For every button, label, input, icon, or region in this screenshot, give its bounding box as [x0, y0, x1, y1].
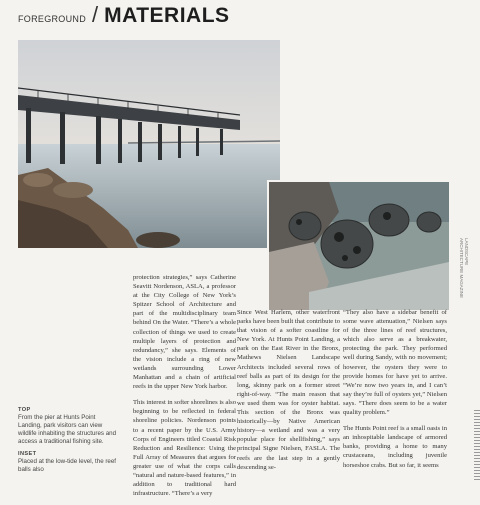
section-title: MATERIALS: [104, 4, 230, 27]
section-kicker: FOREGROUND: [18, 14, 86, 24]
caption-top-label: TOP: [18, 407, 31, 413]
reef-balls-photo: [267, 180, 451, 312]
caption-inset-label: INSET: [18, 451, 37, 457]
photo-captions: [18, 404, 118, 478]
caption-top-text: From the pier at Hunts Point Landing, park visitors can view wildlife inhabiting the structures and access a traditional fishing site.: [18, 414, 117, 445]
page-edge-rule: [474, 410, 480, 480]
article-column-3: [343, 308, 447, 477]
page-header: [18, 2, 230, 26]
article-column-2: [237, 308, 340, 479]
magazine-side-note: LANDSCAPE ARCHITECTURE MAGAZINE: [459, 238, 469, 299]
pier-photo: [18, 40, 280, 248]
paragraph: “They also have a sidebar benefit of some wave attenuation,” Nielsen says of the three lines of reef structures, which also serve as a breakwater, protecting the park. They performed well during Sandy, with no movement; however, the oysters they were to provide homes for have yet to arrive. “We’re now two years in, and I can’t say they’re full of oysters yet,” Nielsen says. “There does seem to be a water quality problem.”: [343, 309, 447, 417]
paragraph: This interest in softer shorelines is also beginning to be reflected in federal shoreline policies. Nordenson points to a recent paper by the U.S. Army Corps of Engineers titled Coastal Risk Reduction and Resilience: Using the Full Array of Measures that argues for greater use of what the corps calls “natural and nature-based features,” in addition to traditional hard infrastructure. “There’s a very: [133, 399, 236, 498]
paragraph: Since West Harlem, other waterfront parks have been built that contribute to that vision of a softer coastline for New York. At Hunts Point Landing, a park on the East River in the Bronx, Mathews Nielsen Landscape Architects included several rows of reef balls as part of its design for the long, skinny park on a former street right-of-way. “The main reason that we used them was for oyster habitat. This section of the Bronx was historically—by Native American history—a wetland and was a very popular place for shellfishing,” says principal Signe Nielsen, FASLA. The reefs are the last step in a gently descending se-: [237, 309, 340, 471]
caption-inset-text: Placed at the low-tide level, the reef balls also: [18, 458, 117, 473]
header-slash: /: [92, 2, 99, 27]
paragraph: The Hunts Point reef is a small oasis in an inhospitable landscape of armored banks, providing a home to many crustaceans, including juvenile horseshoe crabs. But so far, it seems: [343, 425, 447, 469]
paragraph: protection strategies,” says Catherine Seavitt Nordenson, ASLA, a professor at the City College of New York’s Spitzer School of Architecture and part of the multidisciplinary team behind On the Water. “There’s a whole collection of things we used to create multiple layers of protection and redundancy,” she says. Elements of the vision include a ring of new wetlands surrounding Lower Manhattan and a chain of artificial reefs in the upper New York harbor.: [133, 274, 236, 391]
article-column-1: [133, 273, 236, 505]
